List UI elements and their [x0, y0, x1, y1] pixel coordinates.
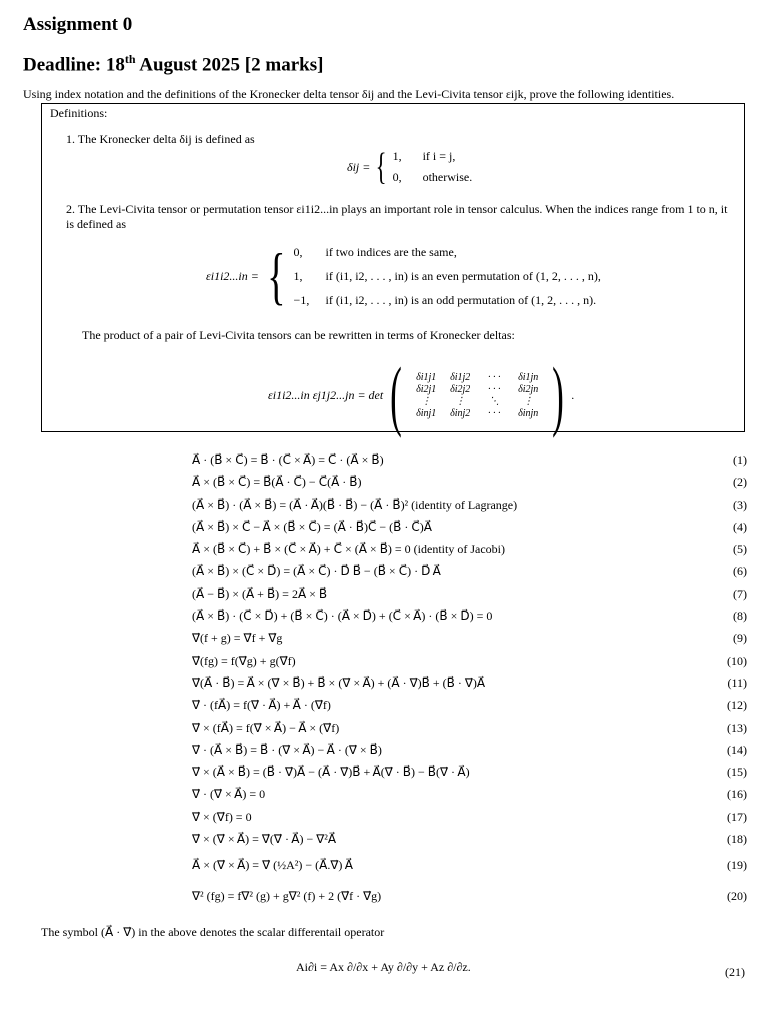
- equation-expr: ∇⃗ · (fA⃗) = f(∇⃗ · A⃗) + A⃗ · (∇⃗f): [192, 698, 331, 713]
- deadline-heading: [23, 52, 323, 76]
- final-equation: Ai∂i = Ax ∂/∂x + Ay ∂/∂y + Az ∂/∂z.: [296, 960, 471, 974]
- identities-list: [192, 449, 747, 912]
- equation-expr: (A⃗ × B⃗) × (C⃗ × D⃗) = (A⃗ × C⃗) · D⃗ B⃗ − (B⃗ × C⃗) · D⃗ A⃗: [192, 564, 441, 579]
- equation-row: [192, 806, 747, 828]
- equation-number: (8): [733, 609, 747, 624]
- equation-number: (18): [727, 832, 747, 847]
- eps-lhs: εi1i2...in =: [206, 268, 259, 283]
- matrix-cell: ⋮: [421, 395, 432, 407]
- equation-number: (4): [733, 519, 747, 534]
- eps-case-row: 0, if two indices are the same,: [293, 244, 457, 259]
- equation-number: (12): [727, 698, 747, 713]
- equation-number: (11): [727, 675, 747, 690]
- equation-row: [192, 560, 747, 582]
- equation-row: [192, 694, 747, 716]
- equation-row: [192, 627, 747, 649]
- delta-matrix: [409, 372, 545, 419]
- matrix-cell: ⋱: [489, 395, 500, 407]
- equation-number: (2): [733, 475, 747, 490]
- matrix-cell: δinj1: [416, 407, 437, 419]
- equation-number: (3): [733, 497, 747, 512]
- equation-number: (14): [727, 742, 747, 757]
- matrix-cell: δinj2: [450, 407, 471, 419]
- matrix-cell: δi1j2: [450, 371, 471, 383]
- equation-expr: ∇⃗ × (A⃗ × B⃗) = (B⃗ · ∇⃗)A⃗ − (A⃗ · ∇⃗)B⃗ + A⃗(∇⃗ · B⃗) − B⃗(∇⃗ · A⃗): [192, 765, 470, 780]
- equation-row: [192, 761, 747, 783]
- matrix-cell: · · ·: [487, 407, 501, 419]
- definitions-label: Definitions:: [50, 106, 108, 120]
- equation-row: [192, 881, 747, 912]
- deadline-sup: th: [124, 52, 136, 66]
- matrix-cell: ⋮: [523, 395, 534, 407]
- matrix-cell: δi2j1: [416, 383, 437, 395]
- eps-case-row: −1, if (i1, i2, . . . , in) is an odd permutation of (1, 2, . . . , n).: [293, 292, 597, 307]
- equation-row: [192, 650, 747, 672]
- left-brace: {: [266, 240, 286, 311]
- kronecker-delta-equation: [347, 148, 472, 186]
- definitions-box: [41, 103, 745, 438]
- determinant-equation: [268, 351, 575, 438]
- definition-item-1: 1. The Kronecker delta δij is defined as: [66, 132, 255, 146]
- matrix-cell: · · ·: [487, 371, 501, 383]
- definition-item-2: 2. The Levi-Civita tensor or permutation tensor εi1i2...in plays an important role in tensor calculus. When the indices range from 1 to n, it is defined as: [66, 202, 728, 231]
- matrix-cell: δi1jn: [518, 371, 539, 383]
- delta-case-row: 0, otherwise.: [392, 170, 473, 184]
- right-paren: ): [552, 351, 565, 438]
- matrix-cell: · · ·: [487, 383, 501, 395]
- left-brace: {: [375, 146, 387, 188]
- equation-row: [192, 672, 747, 694]
- intro-text: Using index notation and the definitions of the Kronecker delta tensor δij and the Levi-Civita tensor εijk, prove the following identities.: [23, 87, 675, 101]
- equation-row: [192, 538, 747, 560]
- equation-expr: (A⃗ × B⃗) × C⃗ − A⃗ × (B⃗ × C⃗) = (A⃗ · B⃗)C⃗ − (B⃗ · C⃗)A⃗: [192, 519, 432, 534]
- equation-expr: ∇⃗ × (∇⃗f) = 0: [192, 809, 252, 824]
- det-lhs: εi1i2...in εj1j2...jn = det: [268, 387, 384, 402]
- equation-expr: ∇⃗ · (A⃗ × B⃗) = B⃗ · (∇⃗ × A⃗) − A⃗ · (∇⃗ × B⃗): [192, 742, 382, 757]
- delta-lhs: δij =: [347, 159, 371, 174]
- equation-number: (16): [727, 787, 747, 802]
- equation-row: [192, 717, 747, 739]
- delta-cases: [393, 149, 473, 185]
- equation-expr: (A⃗ × B⃗) · (A⃗ × B⃗) = (A⃗ · A⃗)(B⃗ · B⃗) − (A⃗ · B⃗)² (identity of Lagrange): [192, 497, 518, 512]
- equation-expr: (A⃗ × B⃗) · (C⃗ × D⃗) + (B⃗ × C⃗) · (A⃗ × D⃗) + (C⃗ × A⃗) · (B⃗ × D⃗) = 0: [192, 609, 493, 624]
- equation-number: (10): [727, 653, 747, 668]
- eps-case-row: 1, if (i1, i2, . . . , in) is an even permutation of (1, 2, . . . , n),: [293, 268, 601, 283]
- matrix-cell: δi2j2: [450, 383, 471, 395]
- final-equation-number: (21): [725, 965, 745, 979]
- equation-row: [192, 783, 747, 805]
- equation-row: [192, 449, 747, 471]
- equation-number: (20): [727, 889, 747, 904]
- equation-row: [192, 583, 747, 605]
- equation-row: [192, 850, 747, 881]
- equation-expr: A⃗ × (B⃗ × C⃗) + B⃗ × (C⃗ × A⃗) + C⃗ × (A⃗ × B⃗) = 0 (identity of Jacobi): [192, 542, 505, 557]
- equation-number: (9): [733, 631, 747, 646]
- equation-number: (1): [733, 453, 747, 467]
- deadline-suffix: August 2025 [2 marks]: [135, 54, 324, 76]
- equation-number: (6): [733, 564, 747, 579]
- matrix-cell: δi1j1: [416, 371, 437, 383]
- symbol-text: The symbol (A⃗ · ∇⃗) in the above denotes the scalar differentail operator: [41, 925, 385, 939]
- delta-case-row: 1, if i = j,: [392, 149, 456, 163]
- left-paren: (: [390, 351, 403, 438]
- equation-number: (5): [733, 542, 747, 557]
- equation-number: (7): [733, 586, 747, 601]
- equation-expr: ∇⃗ × (fA⃗) = f(∇⃗ × A⃗) − A⃗ × (∇⃗f): [192, 720, 340, 735]
- equation-expr: ∇⃗(f + g) = ∇⃗f + ∇⃗g: [192, 631, 283, 646]
- equation-row: [192, 494, 747, 516]
- equation-row: [192, 516, 747, 538]
- equation-expr: A⃗ × (∇⃗ × A⃗) = ∇⃗ (½A²) − (A⃗.∇⃗) A⃗: [192, 858, 353, 873]
- det-period: .: [571, 387, 575, 402]
- matrix-cell: δinjn: [518, 407, 539, 419]
- equation-expr: ∇⃗(A⃗ · B⃗) = A⃗ × (∇⃗ × B⃗) + B⃗ × (∇⃗ × A⃗) + (A⃗ · ∇⃗)B⃗ + (B⃗ · ∇⃗)A⃗: [192, 675, 486, 690]
- deadline-prefix: Deadline: 18: [23, 54, 125, 76]
- product-text: The product of a pair of Levi-Civita tensors can be rewritten in terms of Kronecker deltas:: [82, 328, 515, 342]
- levi-civita-equation: [206, 240, 601, 311]
- equation-number: (13): [727, 720, 747, 735]
- equation-row: [192, 739, 747, 761]
- equation-expr: ∇² (fg) = f∇² (g) + g∇² (f) + 2 (∇⃗f · ∇⃗g): [192, 889, 382, 904]
- equation-row: [192, 605, 747, 627]
- equation-expr: (A⃗ − B⃗) × (A⃗ + B⃗) = 2A⃗ × B⃗: [192, 586, 328, 601]
- equation-row: [192, 828, 747, 850]
- assignment-title: Assignment 0: [23, 14, 133, 35]
- equation-expr: A⃗ × (B⃗ × C⃗) = B⃗(A⃗ · C⃗) − C⃗(A⃗ · B⃗): [192, 475, 362, 490]
- equation-number: (15): [727, 765, 747, 780]
- matrix-cell: δi2jn: [518, 383, 539, 395]
- equation-row: [192, 471, 747, 493]
- equation-expr: A⃗ · (B⃗ × C⃗) = B⃗ · (C⃗ × A⃗) = C⃗ · (A⃗ × B⃗): [192, 453, 384, 467]
- equation-number: (19): [727, 858, 747, 873]
- eps-cases: [294, 245, 601, 308]
- equation-number: (17): [727, 809, 747, 824]
- matrix-cell: ⋮: [455, 395, 466, 407]
- equation-expr: ∇⃗ · (∇⃗ × A⃗) = 0: [192, 787, 266, 802]
- equation-expr: ∇⃗(fg) = f(∇⃗g) + g(∇⃗f): [192, 653, 296, 668]
- equation-expr: ∇⃗ × (∇⃗ × A⃗) = ∇⃗(∇⃗ · A⃗) − ∇²A⃗: [192, 832, 337, 847]
